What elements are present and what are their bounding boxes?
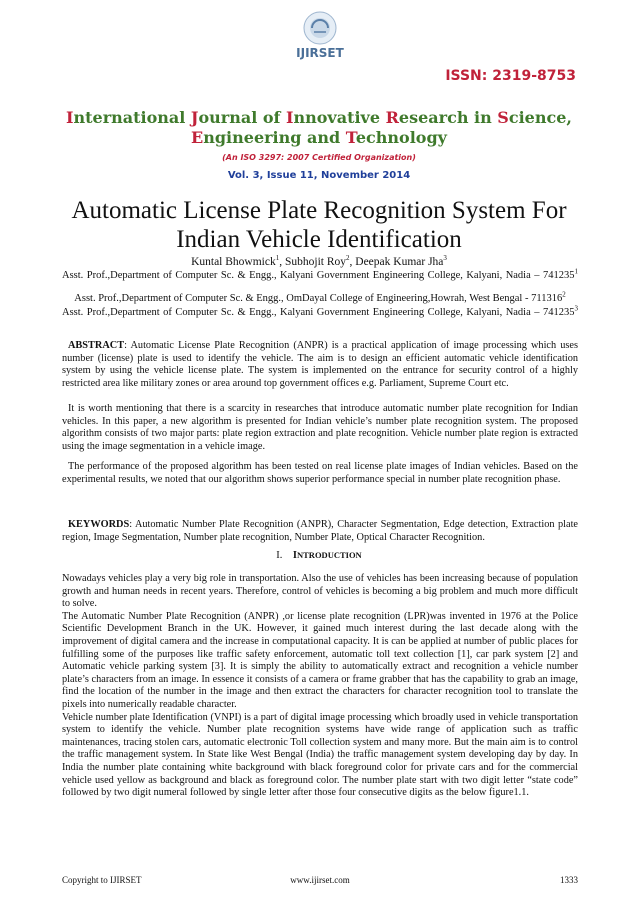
- keywords-label: KEYWORDS: [68, 519, 130, 530]
- footer-page-number: 1333: [560, 875, 578, 885]
- journal-logo: [282, 10, 358, 62]
- abstract-paragraph: It is worth mentioning that there is a scarcity in researches that introduce automatic number plate recognition for Indian vehicles. In this paper, a new algorithm is presented for Indian vehicle’s number plate recognition system. The proposed algorithm consists of two major parts: plate region extraction and plate recognition. Vehicle number plate region is extracted using the image segmentation in a vehicle image.: [62, 403, 578, 452]
- affiliation: Asst. Prof.,Department of Computer Sc. & Engg., Kalyani Government Engineering College, Kalyani, Nadia – 741235$^3$: [62, 304, 578, 318]
- footer-copyright: Copyright to IJIRSET: [62, 875, 142, 885]
- body-paragraph: Nowadays vehicles play a very big role in transportation. Also the use of vehicles has been increasing because of population growth and human needs in recent years. Therefore, control of vehicles is becoming a big problem and much more difficult to solve.: [62, 573, 578, 610]
- journal-title-line2: Engineering and Technology: [191, 128, 447, 147]
- section-heading: I. INTRODUCTION: [276, 550, 362, 561]
- journal-title-line1: International Journal of Innovative Research in Science,: [66, 108, 572, 127]
- author-name: Subhojit Roy: [284, 256, 347, 268]
- abstract: ABSTRACT: Automatic License Plate Recognition (ANPR) is a practical application of image processing which uses number (license) plate is used to identify the vehicle. The aim is to design an efficient automatic vehicle identification system by using the vehicle license plate. The system is implemented on the entrance for security control of a highly restricted area like military zones or area around top government offices e.g. Parliament, Supreme Court etc.: [62, 340, 578, 389]
- author-name: Kuntal Bhowmick: [191, 256, 276, 268]
- body-paragraph: The Automatic Number Plate Recognition (ANPR) ,or license plate recognition (LPR)was invented in 1976 at the Police Scientific Development Branch in the UK. However, it gained much interest during the last decade along with the improvement of digital camera and the increase in computational capacity. It is can be applied at number of public places for fulfilling some of the purposes like traffic safety enforcement, automatic toll text collection [1], car park system [2] and Automatic vehicle parking system [3]. It is simply the ability to automatically extract and recognition a vehicle number plate’s characters from an image. In essence it consists of a camera or frame grabber that has the capability to grab an image, find the location of the number in the image and then extract the characters for character recognition tool to translate the pixels into numerically readable character.: [62, 610, 578, 710]
- keywords: KEYWORDS: Automatic Number Plate Recognition (ANPR), Character Segmentation, Edge detection, Extraction plate region, Image Segmentation, Number plate recognition, Number Plate, Optical Character Recognition.: [62, 519, 578, 543]
- body-paragraph: Vehicle number plate Identification (VNPI) is a part of digital image processing which broadly used in vehicle transportation system to identify the vehicle. Number plate recognition systems have wide range of application such as traffic maintenances, tracing stolen cars, automatic electronic Toll collection system and many more. But the main aim is to control the traffic management system. In State like West Bengal (India) the traffic management system developing day by day. In India the number plate containing white background with black foreground color for private cars and for the commercial vehicle used yellow as background and black as foreground color. The number plate start with two digit letter “state code” followed by two digit numeral followed by single letter after those four consecutive digits as the below figure1.1.: [62, 711, 578, 799]
- abstract-label: ABSTRACT: [68, 340, 125, 351]
- affiliation: Asst. Prof.,Department of Computer Sc. & Engg., OmDayal College of Engineering,Howrah, West Bengal - 711316$^2$: [74, 290, 566, 304]
- paper-title: Automatic License Plate Recognition System For Indian Vehicle Identification: [71, 197, 567, 253]
- journal-title: [60, 108, 578, 148]
- affiliation: Asst. Prof.,Department of Computer Sc. & Engg., Kalyani Government Engineering College, Kalyani, Nadia – 741235$^1$: [62, 267, 578, 281]
- logo-text: IJIRSET: [296, 46, 344, 60]
- introduction-body: [62, 573, 578, 800]
- authors: Kuntal Bhowmick$^1$, Subhojit Roy$^2$, Deepak Kumar Jha$^3$: [191, 254, 447, 268]
- abstract-paragraph: The performance of the proposed algorithm has been tested on real license plate images of Indian vehicles. Based on the experimental results, we noted that our algorithm shows superior performance special in number plate recognition phase.: [62, 461, 578, 485]
- footer-website[interactable]: www.ijirset.com: [290, 875, 350, 885]
- issn: ISSN: 2319-8753: [445, 68, 576, 84]
- author-name: Deepak Kumar Jha: [355, 256, 444, 268]
- volume-issue: Vol. 3, Issue 11, November 2014: [227, 170, 411, 181]
- certification: (An ISO 3297: 2007 Certified Organization): [222, 153, 416, 162]
